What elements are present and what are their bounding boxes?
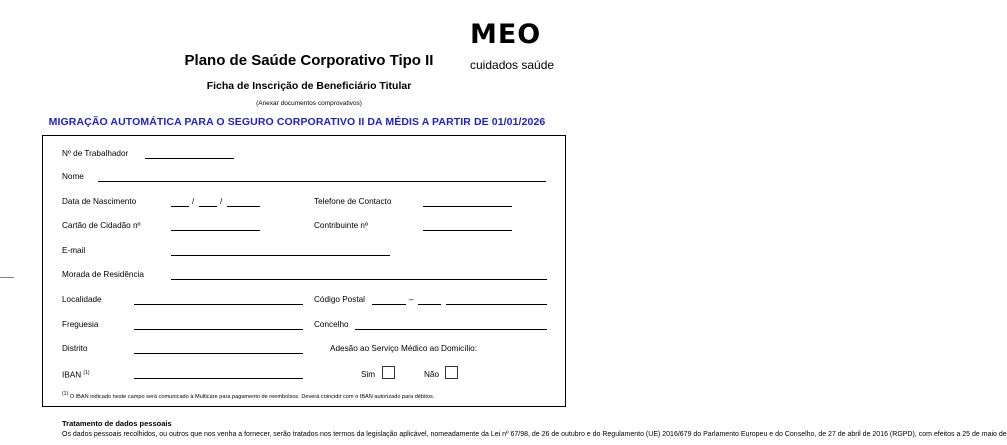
birth-date-separator: / bbox=[220, 197, 223, 206]
attachments-note: (Anexar documentos comprovativos) bbox=[256, 100, 362, 107]
email-label: E-mail bbox=[62, 246, 86, 255]
employee-number-label: Nº de Trabalhador bbox=[62, 149, 129, 158]
yes-checkbox[interactable] bbox=[382, 366, 395, 379]
district-field[interactable] bbox=[134, 353, 303, 354]
postal-code-separator: – bbox=[409, 295, 414, 304]
no-checkbox[interactable] bbox=[445, 366, 458, 379]
name-field[interactable] bbox=[98, 181, 546, 182]
locality-field[interactable] bbox=[134, 304, 303, 305]
no-label: Não bbox=[424, 370, 440, 379]
home-medical-service-label: Adesão ao Serviço Médico ao Domicílio: bbox=[330, 344, 477, 353]
iban-field[interactable] bbox=[134, 378, 303, 379]
phone-label: Telefone de Contacto bbox=[314, 197, 392, 206]
privacy-text: Os dados pessoais recolhidos, ou outros que nos venha a fornecer, serão tratados nos termos da legislação aplicável, nomeadamente da Lei nº 67/98, de 26 de outubro e do Regulamento (UE) 2016/679 do Parlamento Europeu e do Conselho, de 27 de abril de 2016 (RGPD), com efeitos a 25 de maio de bbox=[62, 431, 1007, 438]
migration-notice: MIGRAÇÃO AUTOMÁTICA PARA O SEGURO CORPORATIVO II DA MÉDIS A PARTIR DE 01/01/2026 bbox=[48, 116, 546, 128]
parish-label: Freguesia bbox=[62, 320, 99, 329]
birth-day-field[interactable] bbox=[171, 206, 189, 207]
email-field[interactable] bbox=[171, 255, 390, 256]
footnote-text: O IBAN indicado neste campo será comunicado à Multicare para pagamento de reembolsos. Deverá coincidir com o IBAN autorizado para débitos. bbox=[69, 393, 435, 400]
page-edge-mark bbox=[0, 277, 14, 278]
birth-year-field[interactable] bbox=[227, 206, 260, 207]
yes-label: Sim bbox=[361, 370, 376, 379]
birth-date-label: Data de Nascimento bbox=[62, 197, 137, 206]
footnote-ref: (1) bbox=[62, 391, 69, 397]
privacy-title: Tratamento de dados pessoais bbox=[62, 419, 172, 428]
logo-tagline: cuidados saúde bbox=[470, 58, 555, 72]
citizen-card-label: Cartão de Cidadão nº bbox=[62, 221, 141, 230]
taxpayer-field[interactable] bbox=[423, 230, 512, 231]
name-label: Nome bbox=[62, 172, 84, 181]
citizen-card-field[interactable] bbox=[171, 230, 260, 231]
municipality-field[interactable] bbox=[355, 329, 547, 330]
iban-footnote bbox=[62, 391, 434, 400]
phone-field[interactable] bbox=[423, 206, 512, 207]
birth-date-separator: / bbox=[192, 197, 195, 206]
municipality-label: Concelho bbox=[314, 320, 349, 329]
iban-label-text: IBAN bbox=[62, 370, 82, 380]
address-field[interactable] bbox=[171, 279, 547, 280]
meo-logo bbox=[470, 18, 574, 78]
document-subtitle: Ficha de Inscrição de Beneficiário Titular bbox=[206, 80, 412, 92]
iban-footnote-ref: (1) bbox=[83, 370, 90, 376]
district-label: Distrito bbox=[62, 344, 88, 353]
iban-label bbox=[62, 370, 90, 380]
parish-field[interactable] bbox=[134, 329, 303, 330]
postal-locality-field[interactable] bbox=[446, 304, 547, 305]
logo-wordmark: MEO bbox=[470, 19, 542, 50]
postal-code-suffix-field[interactable] bbox=[418, 304, 441, 305]
birth-month-field[interactable] bbox=[199, 206, 217, 207]
taxpayer-label: Contribuinte nº bbox=[314, 221, 368, 230]
postal-code-label: Código Postal bbox=[314, 295, 365, 304]
postal-code-prefix-field[interactable] bbox=[372, 304, 406, 305]
employee-number-field[interactable] bbox=[145, 158, 234, 159]
locality-label: Localidade bbox=[62, 295, 102, 304]
address-label: Morada de Residência bbox=[62, 270, 144, 279]
document-title: Plano de Saúde Corporativo Tipo II bbox=[184, 52, 434, 69]
